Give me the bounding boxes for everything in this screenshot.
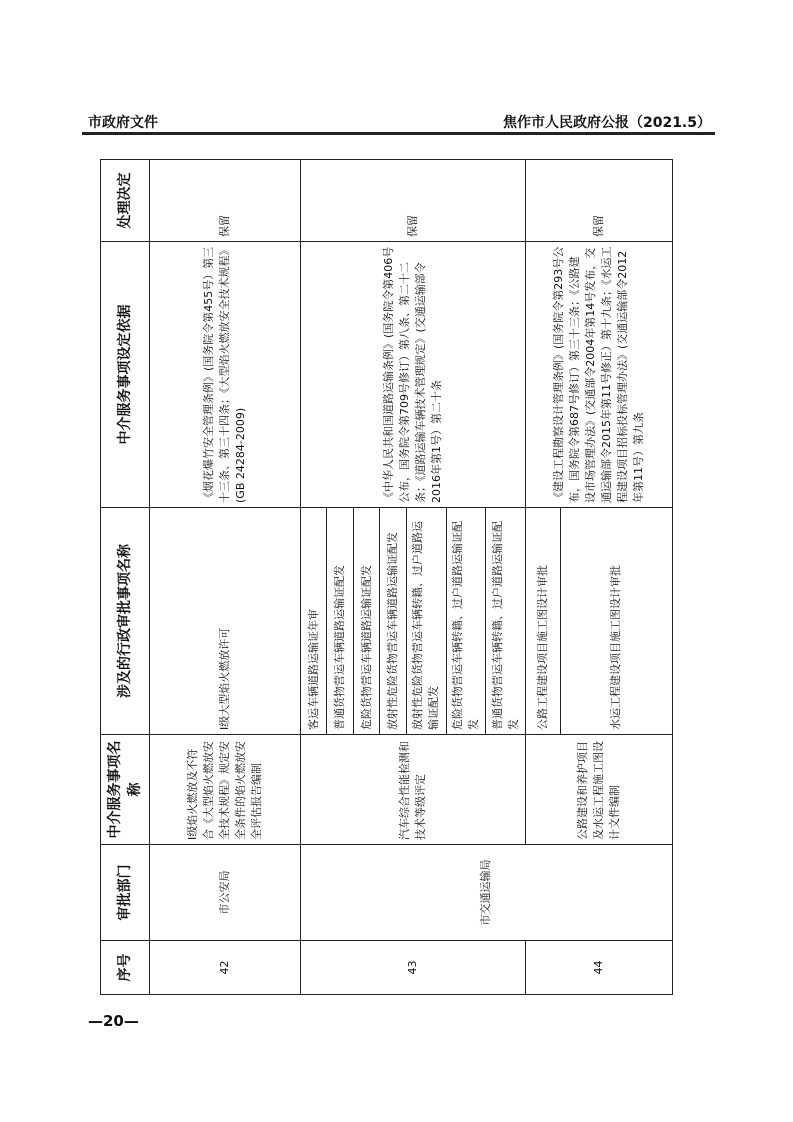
row-decision: 保留 (525, 160, 672, 242)
row-approval: 客运车辆道路运输证年审 (300, 508, 327, 735)
row-approval: 危险货物营运车辆道路运输证配发 (353, 508, 380, 735)
row-approval: Ⅰ级大型焰火燃放许可 (149, 508, 300, 735)
row-basis: 《烟花爆竹安全管理条例》(国务院令第455号）第三十三条、第三十四条；《大型焰火燃放安全技术规程》(GB 24284-2009) (149, 242, 300, 508)
row-service: 汽车综合性能检测和技术等级评定 (300, 735, 525, 845)
table-container (100, 160, 673, 995)
row-dept: 市交通运输局 (300, 845, 672, 941)
col-header-decision: 处理决定 (101, 160, 150, 242)
row-service: 公路建设和养护项目及水运工程施工图设计文件编制 (525, 735, 672, 845)
col-header-approval: 涉及的行政审批事项名称 (101, 508, 150, 735)
row-no: 44 (525, 941, 672, 995)
row-approval: 水运工程建设项目施工图设计审批 (560, 508, 672, 735)
row-approval: 危险货物营运车辆转籍、过户道路运输证配发 (446, 508, 486, 735)
page-number: —20— (88, 1012, 139, 1030)
row-decision: 保留 (300, 160, 525, 242)
row-no: 43 (300, 941, 525, 995)
row-service: Ⅰ级焰火燃放及不符合《大型焰火燃放安全技术规程》规定安全条件的焰火燃放安全评估报告编制 (149, 735, 300, 845)
row-basis: 《中华人民共和国道路运输条例》(国务院令第406号公布，国务院令第709号修订）第八条、第二十二条；《道路运输车辆技术管理规定》(交通运输部令2016年第1号）第二十条 (300, 242, 525, 508)
rotated-table (100, 160, 673, 995)
row-approval: 放射性危险货物营运车辆道路运输证配发 (380, 508, 407, 735)
col-header-service: 中介服务事项名称 (101, 735, 150, 845)
header-left: 市政府文件 (88, 115, 158, 131)
row-basis: 《建设工程勘察设计管理条例》(国务院令第293号公布，国务院令第687号修订）第三十三条；《公路建设市场管理办法》(交通部令2004年第14号发布，交通运输部令2015年第11号修正）第十九条；《水运工程建设项目招标投标管理办法》(交通运输部令2012年第11号）第九条 (525, 242, 672, 508)
header-right: 焦作市人民政府公报（2021.5） (502, 115, 711, 131)
col-header-dept: 审批部门 (101, 845, 150, 941)
table-row (149, 160, 300, 995)
table-header-row (101, 160, 150, 995)
row-approval: 放射性危险货物营运车辆转籍、过户道路运输证配发 (406, 508, 446, 735)
row-approval: 普通货物营运车辆道路运输证配发 (327, 508, 354, 735)
service-table (100, 159, 673, 995)
header-rule (82, 132, 715, 135)
row-no: 42 (149, 941, 300, 995)
row-approval: 公路工程建设项目施工图设计审批 (525, 508, 560, 735)
row-approval: 普通货物营运车辆转籍、过户道路运输证配发 (486, 508, 526, 735)
col-header-basis: 中介服务事项设定依据 (101, 242, 150, 508)
row-decision: 保留 (149, 160, 300, 242)
col-header-no: 序号 (101, 941, 150, 995)
table-row (300, 160, 327, 995)
row-dept: 市公安局 (149, 845, 300, 941)
